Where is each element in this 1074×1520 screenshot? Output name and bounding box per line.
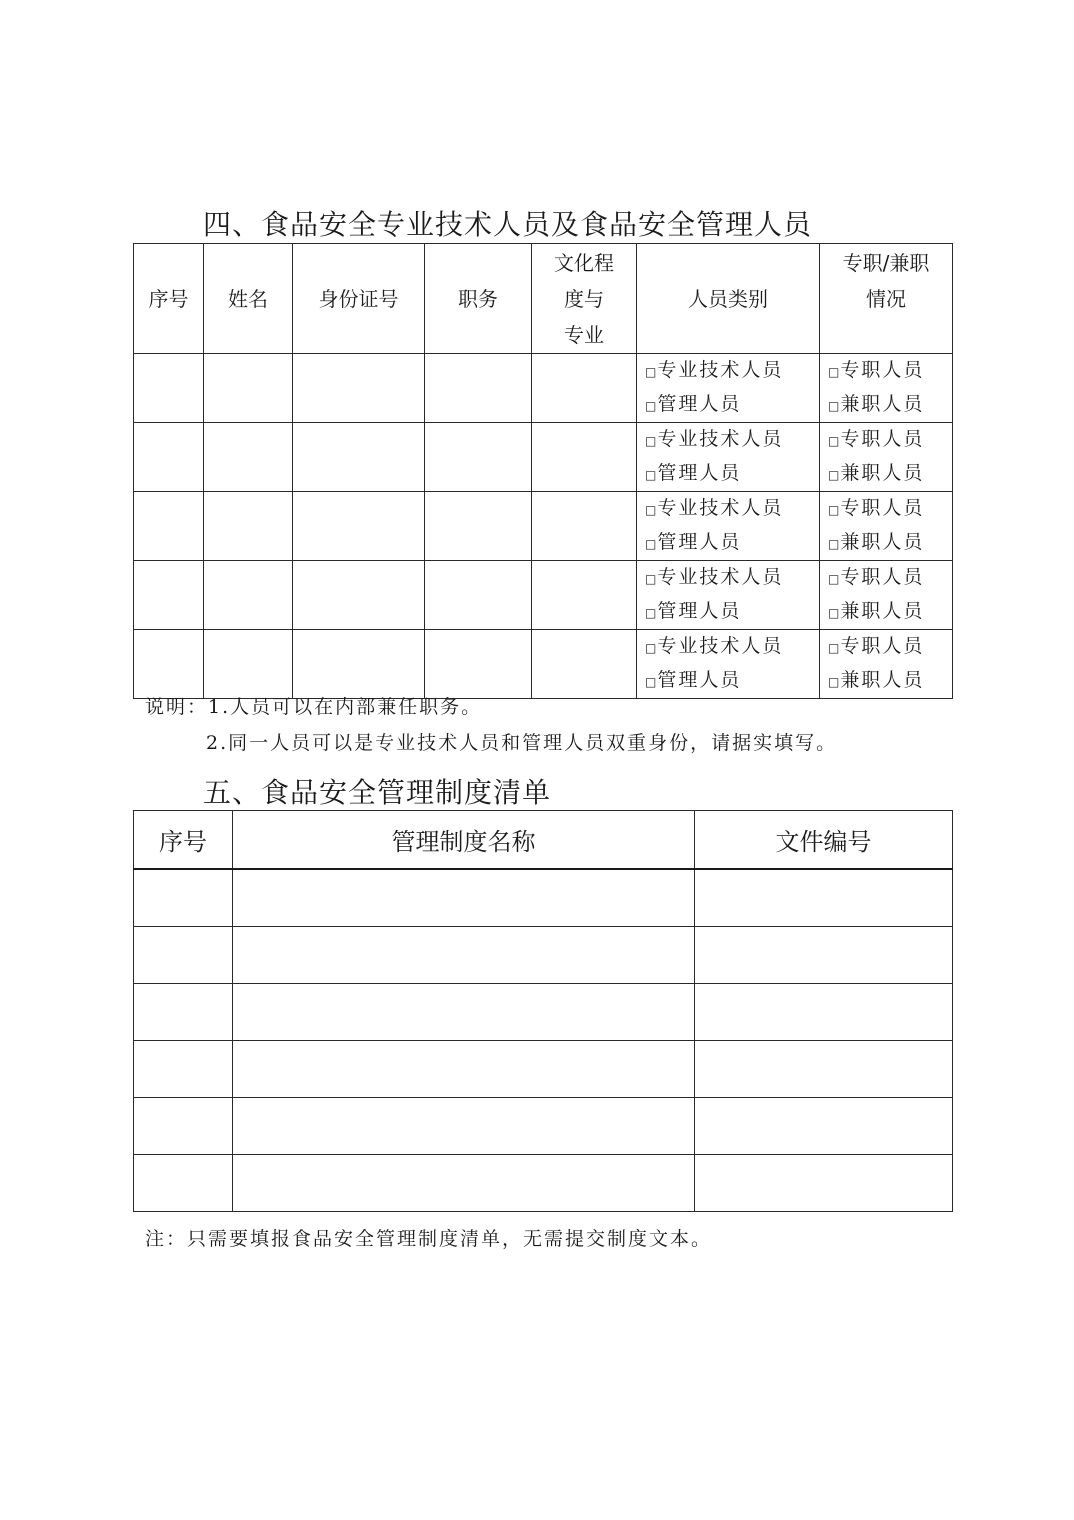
cell-name[interactable] (204, 630, 293, 699)
cell-position[interactable] (425, 492, 532, 561)
technical-staff-label: 专业技术人员 (657, 635, 784, 657)
checkbox-icon[interactable]: □ (645, 468, 657, 482)
checkbox-icon[interactable]: □ (828, 606, 840, 620)
technical-staff-option[interactable] (645, 561, 819, 595)
technical-staff-label: 专业技术人员 (657, 566, 784, 588)
cell-policy-doc-no[interactable] (695, 984, 953, 1041)
personnel-note-1: 说明：1.人员可以在内部兼任职务。 (145, 696, 483, 718)
part-time-option[interactable] (828, 388, 952, 422)
cell-status (820, 630, 953, 699)
part-time-label: 兼职人员 (840, 669, 925, 691)
cell-position[interactable] (425, 423, 532, 492)
cell-policy-name[interactable] (233, 1098, 695, 1155)
section4-title: 四、食品安全专业技术人员及食品安全管理人员 (203, 208, 813, 241)
management-staff-label: 管理人员 (657, 393, 742, 415)
full-time-label: 专职人员 (840, 566, 925, 588)
cell-education[interactable] (532, 630, 637, 699)
cell-policy-seq[interactable] (134, 927, 233, 984)
checkbox-icon[interactable]: □ (645, 399, 657, 413)
cell-category (637, 561, 820, 630)
cell-id[interactable] (293, 354, 425, 423)
cell-seq[interactable] (134, 423, 204, 492)
checkbox-icon[interactable]: □ (828, 537, 840, 551)
technical-staff-option[interactable] (645, 423, 819, 457)
cell-name[interactable] (204, 423, 293, 492)
full-time-label: 专职人员 (840, 359, 925, 381)
part-time-label: 兼职人员 (840, 462, 925, 484)
management-staff-label: 管理人员 (657, 669, 742, 691)
cell-policy-name[interactable] (233, 869, 695, 927)
cell-category (637, 423, 820, 492)
checkbox-icon[interactable]: □ (828, 503, 840, 517)
header-education-line1: 文化程 (554, 250, 614, 275)
management-staff-option[interactable] (645, 526, 819, 560)
cell-policy-doc-no[interactable] (695, 1155, 953, 1212)
policy-row (134, 869, 953, 927)
header-id: 身份证号 (293, 244, 425, 354)
technical-staff-label: 专业技术人员 (657, 497, 784, 519)
management-staff-label: 管理人员 (657, 462, 742, 484)
checkbox-icon[interactable]: □ (828, 641, 840, 655)
part-time-option[interactable] (828, 595, 952, 629)
full-time-label: 专职人员 (840, 497, 925, 519)
cell-policy-name[interactable] (233, 1155, 695, 1212)
part-time-label: 兼职人员 (840, 531, 925, 553)
cell-seq[interactable] (134, 492, 204, 561)
checkbox-icon[interactable]: □ (828, 572, 840, 586)
checkbox-icon[interactable]: □ (645, 572, 657, 586)
checkbox-icon[interactable]: □ (645, 434, 657, 448)
cell-id[interactable] (293, 561, 425, 630)
cell-policy-seq[interactable] (134, 1098, 233, 1155)
management-staff-option[interactable] (645, 457, 819, 491)
cell-position[interactable] (425, 630, 532, 699)
cell-policy-doc-no[interactable] (695, 927, 953, 984)
cell-seq[interactable] (134, 561, 204, 630)
full-time-option[interactable] (828, 492, 952, 526)
policy-table (133, 810, 953, 1212)
full-time-option[interactable] (828, 561, 952, 595)
cell-status (820, 492, 953, 561)
checkbox-icon[interactable]: □ (645, 365, 657, 379)
checkbox-icon[interactable]: □ (645, 503, 657, 517)
cell-category (637, 354, 820, 423)
header-name: 姓名 (204, 244, 293, 354)
part-time-option[interactable] (828, 457, 952, 491)
policy-row (134, 1155, 953, 1212)
cell-policy-seq[interactable] (134, 869, 233, 927)
checkbox-icon[interactable]: □ (828, 675, 840, 689)
technical-staff-option[interactable] (645, 354, 819, 388)
cell-seq[interactable] (134, 354, 204, 423)
personnel-row (134, 561, 953, 630)
cell-education[interactable] (532, 354, 637, 423)
personnel-note-2: 2.同一人员可以是专业技术人员和管理人员双重身份，请据实填写。 (206, 732, 838, 754)
policy-row (134, 1098, 953, 1155)
checkbox-icon[interactable]: □ (828, 399, 840, 413)
cell-education[interactable] (532, 561, 637, 630)
cell-policy-doc-no[interactable] (695, 1041, 953, 1098)
checkbox-icon[interactable]: □ (828, 434, 840, 448)
header-status-line1: 专职/兼职 (842, 250, 930, 275)
part-time-label: 兼职人员 (840, 393, 925, 415)
header-seq: 序号 (134, 244, 204, 354)
technical-staff-option[interactable] (645, 630, 819, 664)
checkbox-icon[interactable]: □ (828, 365, 840, 379)
policy-row (134, 984, 953, 1041)
technical-staff-label: 专业技术人员 (657, 359, 784, 381)
cell-policy-seq[interactable] (134, 1041, 233, 1098)
full-time-label: 专职人员 (840, 635, 925, 657)
header-category: 人员类别 (637, 244, 820, 354)
part-time-option[interactable] (828, 526, 952, 560)
cell-status (820, 354, 953, 423)
cell-policy-name[interactable] (233, 1041, 695, 1098)
part-time-option[interactable] (828, 664, 952, 698)
personnel-row (134, 630, 953, 699)
policy-note: 注：只需要填报食品安全管理制度清单，无需提交制度文本。 (145, 1228, 713, 1250)
personnel-row (134, 354, 953, 423)
checkbox-icon[interactable]: □ (828, 468, 840, 482)
cell-policy-doc-no[interactable] (695, 1098, 953, 1155)
header-education (532, 244, 637, 354)
full-time-option[interactable] (828, 354, 952, 388)
header-policy-seq: 序号 (134, 811, 233, 870)
personnel-table-header (134, 244, 953, 354)
checkbox-icon[interactable]: □ (645, 606, 657, 620)
cell-id[interactable] (293, 630, 425, 699)
cell-id[interactable] (293, 492, 425, 561)
full-time-option[interactable] (828, 630, 952, 664)
header-policy-name: 管理制度名称 (233, 811, 695, 870)
cell-seq[interactable] (134, 630, 204, 699)
personnel-row (134, 492, 953, 561)
cell-status (820, 561, 953, 630)
cell-position[interactable] (425, 561, 532, 630)
checkbox-icon[interactable]: □ (645, 537, 657, 551)
policy-row (134, 1041, 953, 1098)
management-staff-label: 管理人员 (657, 600, 742, 622)
technical-staff-label: 专业技术人员 (657, 428, 784, 450)
cell-id[interactable] (293, 423, 425, 492)
full-time-label: 专职人员 (840, 428, 925, 450)
personnel-table (133, 243, 953, 699)
section5-title: 五、食品安全管理制度清单 (203, 776, 552, 809)
header-status-line2: 情况 (866, 286, 906, 311)
header-status (820, 244, 953, 354)
management-staff-label: 管理人员 (657, 531, 742, 553)
cell-position[interactable] (425, 354, 532, 423)
cell-name[interactable] (204, 561, 293, 630)
cell-status (820, 423, 953, 492)
policy-table-header (134, 811, 953, 870)
full-time-option[interactable] (828, 423, 952, 457)
policy-row (134, 927, 953, 984)
cell-policy-name[interactable] (233, 984, 695, 1041)
management-staff-option[interactable] (645, 664, 819, 698)
personnel-row (134, 423, 953, 492)
cell-education[interactable] (532, 423, 637, 492)
cell-category (637, 492, 820, 561)
checkbox-icon[interactable]: □ (645, 675, 657, 689)
management-staff-option[interactable] (645, 595, 819, 629)
cell-category (637, 630, 820, 699)
header-policy-doc-no: 文件编号 (695, 811, 953, 870)
cell-policy-seq[interactable] (134, 1155, 233, 1212)
header-education-line2: 度与 (564, 286, 604, 311)
checkbox-icon[interactable]: □ (645, 641, 657, 655)
cell-name[interactable] (204, 492, 293, 561)
management-staff-option[interactable] (645, 388, 819, 422)
header-position: 职务 (425, 244, 532, 354)
cell-policy-doc-no[interactable] (695, 869, 953, 927)
part-time-label: 兼职人员 (840, 600, 925, 622)
cell-name[interactable] (204, 354, 293, 423)
technical-staff-option[interactable] (645, 492, 819, 526)
cell-policy-seq[interactable] (134, 984, 233, 1041)
cell-policy-name[interactable] (233, 927, 695, 984)
header-education-line3: 专业 (564, 322, 604, 347)
cell-education[interactable] (532, 492, 637, 561)
